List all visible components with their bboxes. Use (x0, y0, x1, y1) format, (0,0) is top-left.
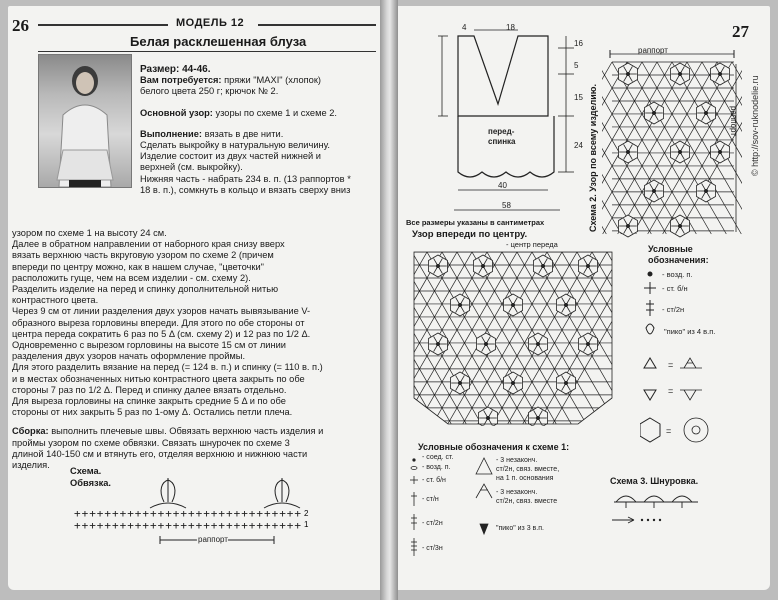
edging-stitch: + (74, 507, 81, 520)
edging-stitch: + (96, 507, 104, 520)
edging-stitch: + (89, 519, 96, 532)
edging-rapport-label: раппорт (198, 535, 228, 544)
edging-stitch: + (286, 507, 294, 520)
edging-stitch: + (119, 519, 127, 532)
edging-stitch: + (112, 507, 119, 520)
materials-text-2: белого цвета 250 г; крючок № 2. (140, 86, 279, 97)
edging-stitch: + (157, 519, 165, 532)
edging-stitch: + (127, 507, 134, 520)
scheme2-label: Схема 2. Узор по всему изделию. (588, 84, 598, 232)
edging-stitch: + (119, 507, 127, 520)
flower-center (484, 342, 487, 345)
flower-center (586, 342, 589, 345)
s1-legend-slip: - соед. ст. (422, 454, 454, 461)
s1-legend-dc3: - ст/3н (422, 545, 443, 552)
flower-center (564, 303, 567, 306)
body-line: стороны от них закрыть 5 раз по 1-ому Δ. Остались петли плеча. (12, 407, 293, 418)
edging-stitch: + (264, 507, 271, 520)
edging-stitch: + (195, 519, 203, 532)
scheme3-title: Схема 3. Шнуровка. (610, 476, 699, 486)
flower-center (704, 189, 707, 192)
scheme2-rapport-side: раппорт (729, 106, 738, 136)
legend-title-2: обозначения: (648, 255, 709, 265)
materials-label: Вам потребуется: (140, 75, 222, 86)
legend-dc2: - ст/2н (662, 305, 685, 314)
svg-text:=: = (668, 360, 674, 370)
model-photo (38, 54, 132, 188)
flower-center (678, 72, 681, 75)
body-line: Далее в обратном направлении от наборного края снизу вверх (12, 239, 285, 250)
left-page-number: 26 (12, 16, 29, 35)
body-line: Одновременно с вырезом горловины на высоте 15 см от линии (12, 340, 286, 351)
edging-stitch: + (172, 507, 180, 520)
edging-stitch: + (218, 507, 226, 520)
body-line: Для этого разделить вязание на перед (= 124 в. п.) и спинку (= 110 в. п.) (12, 362, 323, 373)
para-line: Изделие состоит из двух частей нижней и (140, 151, 321, 162)
center-front-label: - центр переда (506, 240, 558, 249)
flower-center (541, 264, 544, 267)
edging-stitch: + (150, 519, 157, 532)
edging-stitch: + (218, 519, 226, 532)
assembly-line: длиной 140-150 см и втянуть его, отделяя верхнюю и нижнюю части (12, 448, 308, 459)
edging-stitch: + (210, 507, 218, 520)
edging-stitch: + (89, 507, 96, 520)
dim-24: 24 (574, 141, 583, 150)
edging-stitch: + (256, 519, 264, 532)
main-pattern-text: узоры по схеме 1 и схеме 2. (215, 107, 337, 118)
scheme1-legend-symbols (408, 454, 608, 574)
execution-text: вязать в две нити. (204, 128, 284, 139)
flower-center (436, 264, 439, 267)
scheme1-legend-title: Условные обозначения к схеме 1: (418, 442, 570, 452)
edging-stitch: + (134, 507, 142, 520)
legend-picot: "пико" из 4 в.п. (664, 327, 716, 336)
edging-stitch: + (241, 519, 248, 532)
edging-stitch: + (165, 507, 172, 520)
body-line: вязать верхнюю часть вкруговую узором по схеме 2 (причем (12, 250, 274, 261)
sizes-note: Все размеры указаны в сантиметрах (406, 218, 545, 227)
edging-stitch: + (127, 519, 134, 532)
scheme2-rapport-top: раппорт (638, 46, 668, 55)
flower-center (652, 189, 655, 192)
para-line: верхней (см. выкройку). (140, 162, 243, 173)
flower-center (678, 150, 681, 153)
edging-stitch: + (279, 507, 286, 520)
dim-58: 58 (502, 201, 511, 210)
edging-stitch: + (195, 507, 203, 520)
edging-stitch: + (294, 507, 302, 520)
body-line: Через 9 см от линии разделения двух узоров начать вывязывание V- (12, 306, 311, 317)
s1-legend-cluster-1b: ст/2н, связ. вместе, (496, 466, 560, 473)
body-line: контрастного цвета. (12, 295, 99, 306)
page-title: Белая расклешенная блуза (130, 34, 307, 49)
edging-stitch: + (226, 519, 233, 532)
dim-40: 40 (498, 181, 507, 190)
assembly-line: изделия. (12, 460, 50, 471)
header-rule-right (258, 24, 376, 26)
flower-center (536, 342, 539, 345)
chart-grid-line (408, 252, 412, 424)
edging-stitch: + (157, 507, 165, 520)
left-page (8, 6, 380, 590)
flower-center (481, 264, 484, 267)
size-text: Размер: 44-46. (140, 64, 211, 75)
s1-legend-cluster-2a: - 3 незаконч. (496, 489, 538, 496)
materials-text-1: пряжи "MAXI" (хлопок) (224, 75, 321, 86)
edging-stitch: + (188, 519, 195, 532)
front-pattern-title: Узор впереди по центру. (412, 229, 528, 240)
body-line: впереди по центру можно, как в нашем случае, "цветочки" (12, 261, 264, 272)
main-pattern-label: Основной узор: (140, 107, 213, 118)
edging-stitch: + (96, 519, 104, 532)
edging-stitch: + (150, 507, 157, 520)
legend-title-1: Условные (648, 244, 693, 254)
woman-silhouette (39, 55, 131, 187)
legend-symbols (640, 268, 760, 448)
edging-stitch: + (210, 519, 218, 532)
edging-stitch: + (256, 507, 264, 520)
body-line: расположить гуще, чем на всем изделии - см. схему 2). (12, 272, 251, 283)
right-page (398, 6, 770, 590)
row-number-1: 1 (304, 520, 309, 529)
legend-chain: - возд. п. (662, 270, 693, 279)
flower-center (564, 381, 567, 384)
execution-label: Выполнение: (140, 128, 203, 139)
flower-center (704, 111, 707, 114)
edging-stitch: + (81, 507, 89, 520)
edging-stitch: + (203, 519, 210, 532)
edging-stitch: + (233, 507, 241, 520)
s1-legend-dc: - ст/н (422, 496, 439, 503)
assembly-line: проймы узором по схеме обвязки. Связать шнурочек по схеме 3 (12, 437, 290, 448)
svg-text:=: = (668, 386, 674, 396)
edging-stitch: + (294, 519, 302, 532)
assembly-line: выполнить плечевые швы. Обвязать верхнюю часть изделия и (51, 426, 324, 437)
row-number-2: 2 (304, 509, 309, 518)
flower-center (586, 264, 589, 267)
right-page-number: 27 (732, 22, 749, 41)
edging-stitch: + (142, 507, 150, 520)
flower-center (626, 224, 629, 227)
edging-chart (64, 476, 324, 552)
edging-stitch: + (248, 507, 256, 520)
edging-stitch: + (180, 507, 188, 520)
edging-scheme-subtitle: Обвязка. (70, 478, 112, 488)
edging-stitch: + (226, 507, 233, 520)
para-line: Нижняя часть - набрать 234 в. п. (13 раппортов * (140, 173, 351, 184)
edging-stitch: + (74, 519, 81, 532)
edging-stitch: + (203, 507, 210, 520)
flower-center (652, 111, 655, 114)
para-line: 18 в. п.), сомкнуть в кольцо и вязать сверху вниз (140, 184, 351, 195)
edging-stitch: + (279, 519, 286, 532)
front-back-label-1: перед- (488, 127, 515, 136)
legend-sc: - ст. б/н (662, 284, 688, 293)
body-line: центра переда сократить 6 раз по 5 Δ (см. схему 2) и 12 раз по 1/2 Δ. (12, 328, 311, 339)
body-line: образного выреза горловины впереди. Для этого по обе стороны от (12, 317, 305, 328)
s1-legend-picot: "пико" из 3 в.п. (496, 525, 544, 532)
flower-center (486, 416, 489, 419)
assembly-label: Сборка: (12, 426, 49, 437)
flower-center (626, 150, 629, 153)
dim-16: 16 (574, 39, 583, 48)
site-watermark: © http://sov-ruknodelie.ru (750, 75, 760, 176)
header-rule-left (38, 24, 168, 26)
svg-text:=: = (666, 426, 672, 436)
body-line: и в местах обозначенных нитью контрастного цвета закрыть по обе (12, 373, 305, 384)
scheme2-chart (602, 50, 742, 238)
flower-center (511, 303, 514, 306)
dim-4: 4 (462, 24, 467, 32)
edging-stitch: + (104, 507, 112, 520)
edging-stitch: + (271, 507, 279, 520)
dim-5: 5 (574, 61, 579, 70)
s1-legend-dc2: - ст/2н (422, 520, 443, 527)
model-number: МОДЕЛЬ 12 (176, 17, 245, 29)
flower-center (458, 381, 461, 384)
front-pattern-chart (408, 248, 618, 426)
edging-stitch: + (112, 519, 119, 532)
body-line: стороны 7 раз по 1/2 Δ. Перед и спинку далее вязать отдельно. (12, 384, 287, 395)
s1-legend-chain: - возд. п. (422, 464, 451, 471)
body-line: Разделить изделие на перед и спинку дополнительной нитью (12, 284, 279, 295)
flower-center (678, 224, 681, 227)
edging-stitch: + (104, 519, 112, 532)
dim-15: 15 (574, 93, 583, 102)
body-line: узором по схеме 1 на высоту 24 см. (12, 228, 167, 238)
flower-center (458, 303, 461, 306)
edging-stitch: + (165, 519, 172, 532)
edging-scheme-title: Схема. (70, 466, 102, 476)
edging-stitch: + (286, 519, 294, 532)
flower-center (511, 381, 514, 384)
edging-stitch: + (134, 519, 142, 532)
flower-center (718, 150, 721, 153)
para-line: Сделать выкройку в натуральную величину. (140, 140, 330, 151)
book-gutter (380, 0, 398, 600)
scheme3-chart (608, 490, 748, 530)
edging-stitch: + (271, 519, 279, 532)
s1-legend-sc: - ст. б/н (422, 477, 446, 484)
body-line: Для выреза горловины на спинке закрыть средние 5 Δ и по обе (12, 396, 286, 407)
edging-stitch: + (81, 519, 89, 532)
edging-stitch: + (142, 519, 150, 532)
flower-center (626, 72, 629, 75)
flower-center (718, 72, 721, 75)
edging-stitch: + (180, 519, 188, 532)
s1-legend-cluster-2b: ст/2н, связ. вместе (496, 498, 558, 505)
s1-legend-cluster-1c: на 1 п. основания (496, 475, 554, 482)
edging-stitch: + (241, 507, 248, 520)
front-back-label-2: спинка (488, 137, 516, 146)
edging-stitch: + (264, 519, 271, 532)
edging-stitch: + (172, 519, 180, 532)
flower-center (536, 416, 539, 419)
s1-legend-cluster-1a: - 3 незаконч. (496, 457, 538, 464)
edging-stitch: + (188, 507, 195, 520)
edging-stitch: + (248, 519, 256, 532)
edging-stitch: + (233, 519, 241, 532)
dim-18: 18 (506, 24, 515, 32)
title-rule (38, 51, 376, 52)
flower-center (436, 342, 439, 345)
body-line: разделения двух узоров начать оформление проймы. (12, 351, 246, 362)
